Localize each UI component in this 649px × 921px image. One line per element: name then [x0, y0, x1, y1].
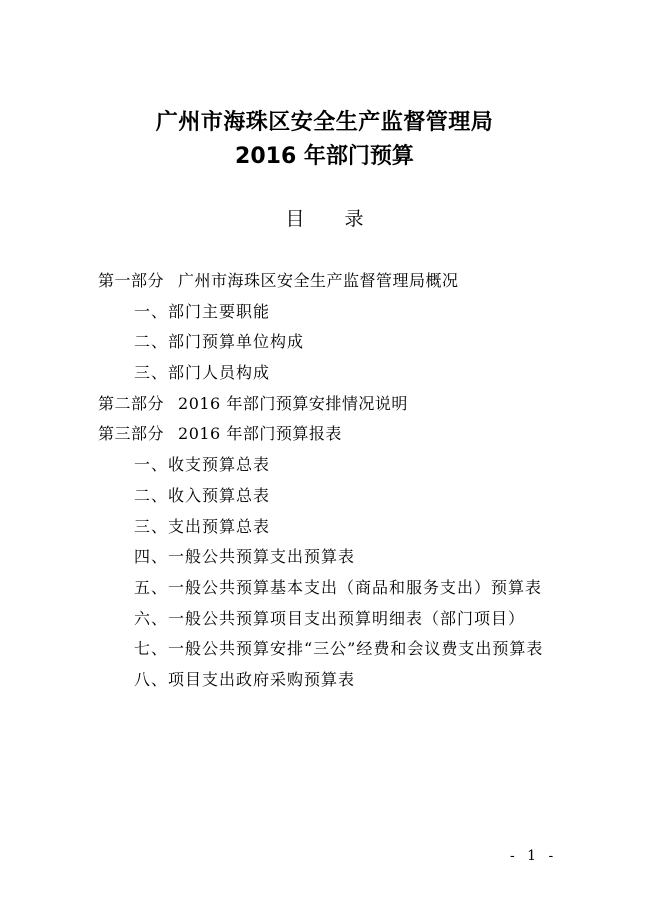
- toc-part-title: 2016 年部门预算安排情况说明: [178, 393, 408, 413]
- toc-heading: 目录: [285, 208, 404, 230]
- toc-item-part-2: [0, 389, 649, 420]
- toc-item: 二、收入预算总表: [134, 485, 271, 505]
- toc-item: 一、部门主要职能: [134, 301, 271, 321]
- toc-item: 八、项目支出政府采购预算表: [134, 669, 356, 689]
- toc-item: 六、一般公共预算项目支出预算明细表（部门项目）: [134, 608, 526, 628]
- toc-item: 三、部门人员构成: [134, 363, 271, 383]
- toc-part-label: 第二部分: [98, 393, 165, 413]
- toc-item: 三、支出预算总表: [134, 516, 271, 536]
- toc-item-part-1: [0, 266, 649, 297]
- toc-item: 一、收支预算总表: [134, 455, 271, 475]
- toc-item-part-3: [0, 419, 649, 450]
- document-title-line2: 2016 年部门预算: [235, 144, 414, 169]
- toc-part-title: 2016 年部门预算报表: [178, 424, 342, 444]
- toc-item: 七、一般公共预算安排“三公”经费和会议费支出预算表: [134, 639, 544, 659]
- toc-item: 二、部门预算单位构成: [134, 332, 305, 352]
- toc-part-label: 第三部分: [98, 424, 165, 444]
- table-of-contents: [0, 266, 649, 696]
- page-number: - 1 -: [510, 848, 558, 864]
- toc-item: 四、一般公共预算支出预算表: [134, 547, 356, 567]
- toc-part-label: 第一部分: [98, 271, 165, 290]
- toc-part-title: 广州市海珠区安全生产监督管理局概况: [178, 271, 459, 290]
- document-title-line1: 广州市海珠区安全生产监督管理局: [155, 110, 494, 135]
- toc-item: 五、一般公共预算基本支出（商品和服务支出）预算表: [134, 577, 543, 597]
